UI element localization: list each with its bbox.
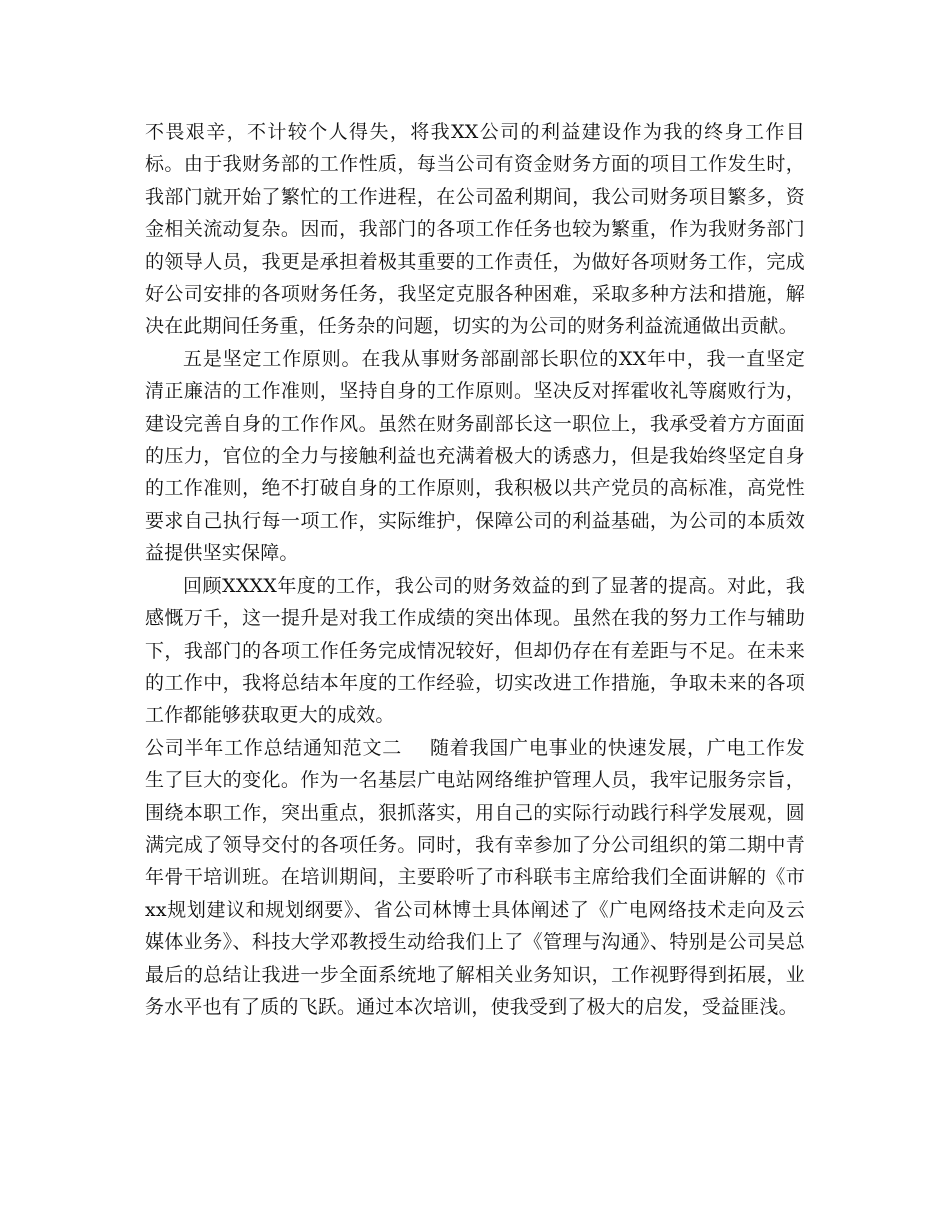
section-body: 随着我国广电事业的快速发展，广电工作发生了巨大的变化。作为一名基层广电站网络维护管理人员，我牢记服务宗旨，围绕本职工作，突出重点，狠抓落实，用自己的实际行动践行科学发展观，圆满完成了领导交付的各项任务。同时，我有幸参加了分公司组织的第二期中青年骨干培训班。在培训期间，主要聆听了市科联韦主席给我们全面讲解的《市xx规划建议和规划纲要》、省公司林博士具体阐述了《广电网络技术走向及云媒体业务》、科技大学邓教授生动给我们上了《管理与沟通》、特别是公司吴总最后的总结让我进一步全面系统地了解相关业务知识，工作视野得到拓展，业务水平也有了质的飞跃。通过本次培训，使我受到了极大的启发，受益匪浅。 [145, 736, 805, 1018]
section-paragraph [145, 732, 805, 1024]
paragraph-principles: 五是坚定工作原则。在我从事财务部副部长职位的XX年中，我一直坚定清正廉洁的工作准则，坚持自身的工作原则。坚决反对挥霍收礼等腐败行为，建设完善自身的工作作风。虽然在财务副部长这一职位上，我承受着方方面面的压力，官位的全力与接触利益也充满着极大的诱惑力，但是我始终坚定自身的工作准则，绝不打破自身的工作原则，我积极以共产党员的高标准，高党性要求自己执行每一项工作，实际维护，保障公司的利益基础，为公司的本质效益提供坚实保障。 [145, 347, 805, 565]
paragraph-review: 回顾XXXX年度的工作，我公司的财务效益的到了显著的提高。对此，我感慨万千，这一提升是对我工作成绩的突出体现。虽然在我的努力工作与辅助下，我部门的各项工作任务完成情况较好，但却仍存在有差距与不足。在未来的工作中，我将总结本年度的工作经验，切实改进工作措施，争取未来的各项工作都能够获取更大的成效。 [145, 574, 805, 727]
paragraph-continuation: 不畏艰辛，不计较个人得失，将我XX公司的利益建设作为我的终身工作目标。由于我财务部的工作性质，每当公司有资金财务方面的项目工作发生时，我部门就开始了繁忙的工作进程，在公司盈利期间，我公司财务项目繁多，资金相关流动复杂。因而，我部门的各项工作任务也较为繁重，作为我财务部门的领导人员，我更是承担着极其重要的工作责任，为做好各项财务工作，完成好公司安排的各项财务任务，我坚定克服各种困难，采取多种方法和措施，解决在此期间任务重，任务杂的问题，切实的为公司的财务利益流通做出贡献。 [145, 121, 805, 338]
section-title: 公司半年工作总结通知范文二 [145, 736, 402, 759]
document-page [145, 116, 805, 1023]
